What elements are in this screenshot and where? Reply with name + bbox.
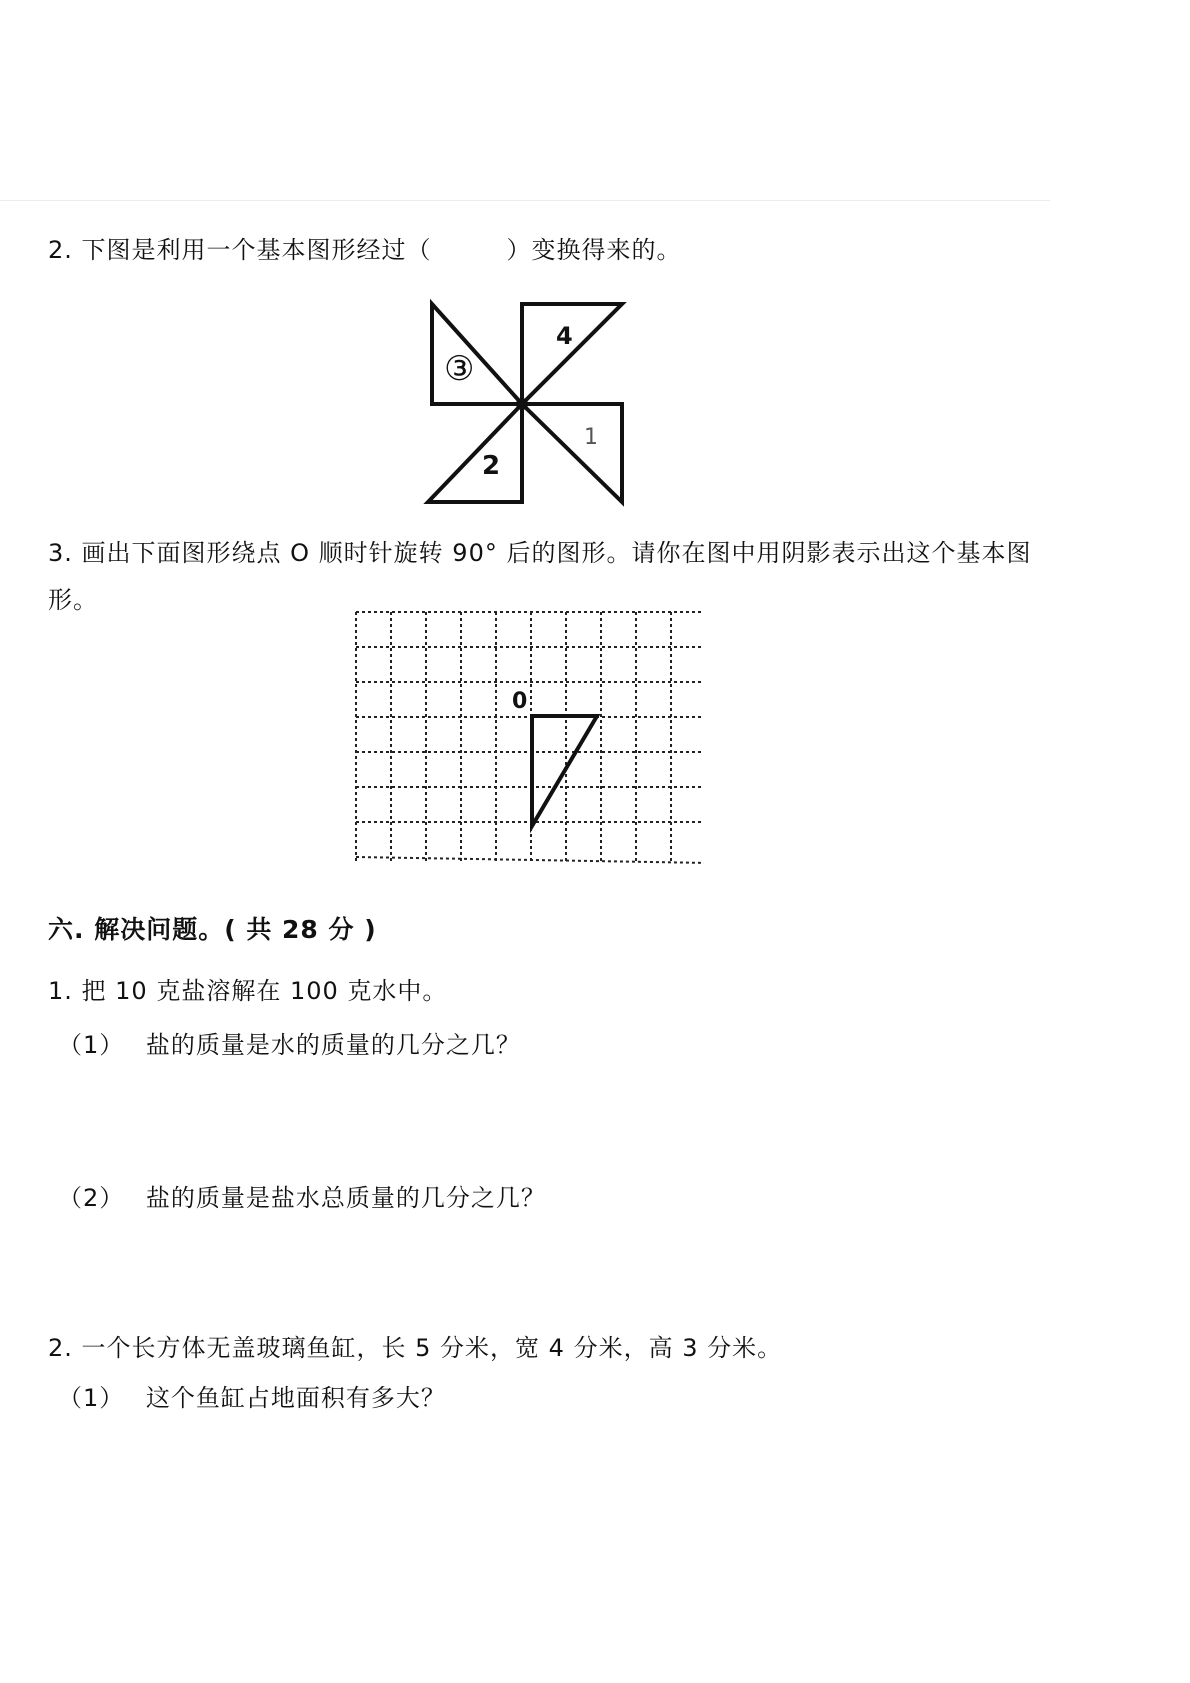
grid-horizontal-line: [356, 857, 704, 863]
problem-2-stem: 2. 一个长方体无盖玻璃鱼缸，长 5 分米，宽 4 分米，高 3 分米。: [48, 1334, 783, 1362]
original-triangle: [532, 716, 597, 826]
rotation-grid-figure: [344, 604, 704, 874]
problem-1-part-2: （2） 盐的质量是盐水总质量的几分之几？: [58, 1184, 546, 1212]
question-3-text-line1: 3. 画出下面图形绕点 O 顺时针旋转 90° 后的图形。请你在图中用阴影表示出这个基本图: [48, 539, 1032, 567]
pinwheel-triangle-4: [522, 304, 622, 404]
pinwheel-label-3: ③: [444, 349, 475, 389]
pinwheel-triangle-2: [428, 404, 522, 502]
problem-2-part-1: （1） 这个鱼缸占地面积有多大？: [58, 1384, 446, 1412]
problem-1-stem: 1. 把 10 克盐溶解在 100 克水中。: [48, 977, 448, 1005]
top-divider: [0, 200, 1050, 201]
pinwheel-label-1: 1: [584, 425, 598, 450]
pinwheel-triangle-1: [522, 404, 622, 502]
pinwheel-label-4: 4: [556, 322, 573, 350]
point-o-label: 0: [512, 689, 528, 714]
problem-1-part-1: （1） 盐的质量是水的质量的几分之几？: [58, 1031, 521, 1059]
pinwheel-figure: [420, 292, 660, 512]
section-6-heading: 六. 解决问题。( 共 28 分 ): [48, 915, 377, 944]
pinwheel-label-2: 2: [482, 451, 501, 481]
question-3-text-line2: 形。: [48, 586, 98, 614]
question-2-text: 2. 下图是利用一个基本图形经过（ ）变换得来的。: [48, 236, 682, 264]
pinwheel-center-point: [516, 398, 528, 410]
